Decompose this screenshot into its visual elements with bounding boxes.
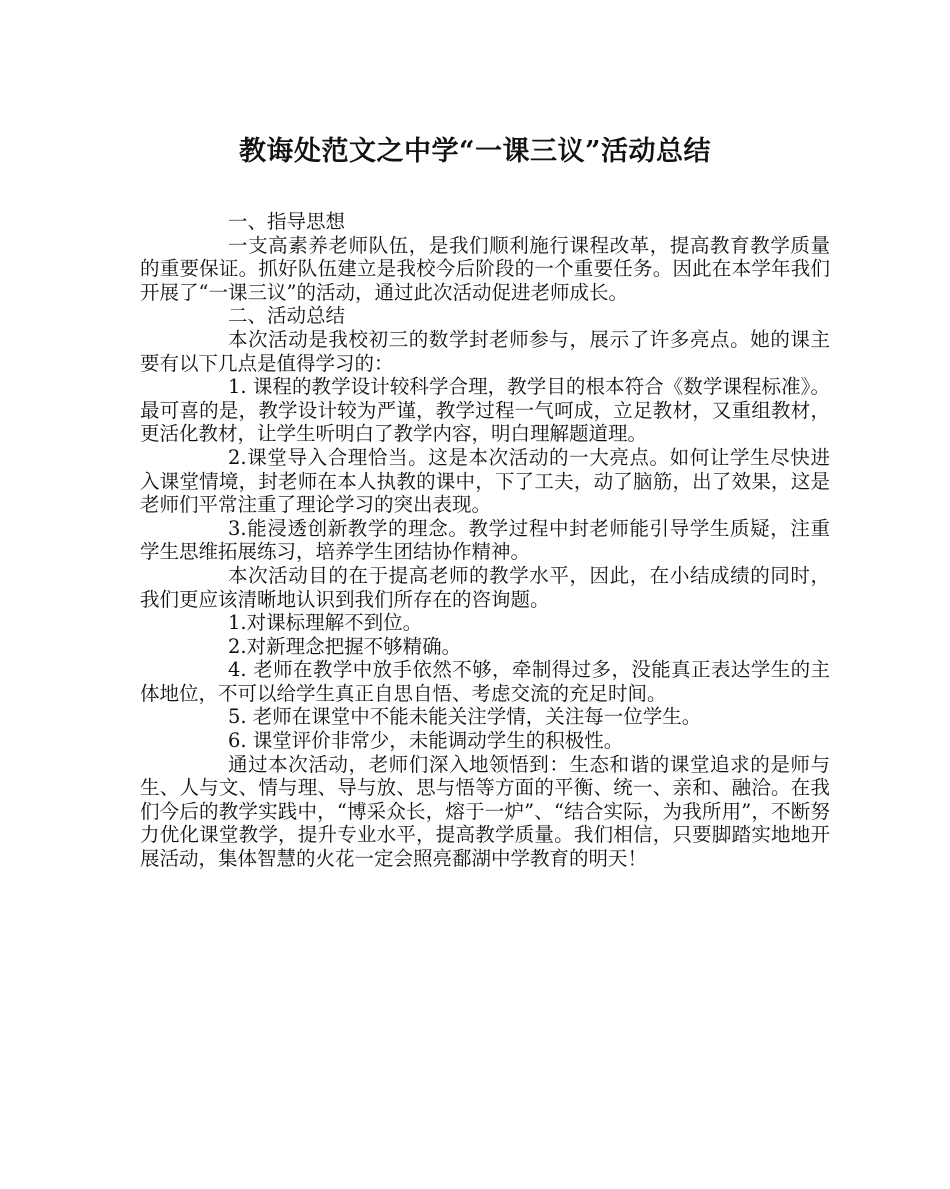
list-item: 3.能浸透创新教学的理念。教学过程中封老师能引导学生质疑，注重学生思维拓展练习，培养学生团结协作精神。	[140, 516, 830, 564]
document-body	[140, 210, 830, 871]
document-title: 教诲处范文之中学“一课三议”活动总结	[238, 136, 712, 167]
list-item: 1. 课程的教学设计较科学合理，教学目的根本符合《数学课程标准》。最可喜的是，教学设计较为严谨，教学过程一气呵成，立足教材，又重组教材，更活化教材，让学生听明白了教学内容，明白理解题道理。	[140, 375, 830, 446]
paragraph: 本次活动目的在于提高老师的教学水平，因此，在小结成绩的同时，我们更应该清晰地认识到我们所存在的咨询题。	[140, 563, 830, 611]
paragraph: 一支高素养老师队伍，是我们顺利施行课程改革，提高教育教学质量的重要保证。抓好队伍建立是我校今后阶段的一个重要任务。因此在本学年我们开展了“一课三议”的活动，通过此次活动促进老师成长。	[140, 233, 830, 304]
list-item: 4. 老师在教学中放手依然不够，牵制得过多，没能真正表达学生的主体地位，不可以给学生真正自思自悟、考虑交流的充足时间。	[140, 658, 830, 705]
section-heading-guiding-thought: 一、指导思想	[228, 210, 346, 233]
paragraph: 本次活动是我校初三的数学封老师参与，展示了许多亮点。她的课主要有以下几点是值得学习的：	[140, 327, 830, 375]
list-item: 6. 课堂评价非常少，未能调动学生的积极性。	[228, 729, 624, 753]
paragraph: 通过本次活动，老师们深入地领悟到：生态和谐的课堂追求的是师与生、人与文、情与理、导与放、思与悟等方面的平衡、统一、亲和、融洽。在我们今后的教学实践中，“博采众长，熔于一炉”、“结合实际，为我所用”，不断努力优化课堂教学，提升专业水平，提高教学质量。我们相信，只要脚踏实地地开展活动，集体智慧的火花一定会照亮鄱湖中学教育的明天！	[140, 752, 830, 871]
list-item: 2.课堂导入合理恰当。这是本次活动的一大亮点。如何让学生尽快进入课堂情境，封老师在本人执教的课中，下了工夫，动了脑筋，出了效果，这是老师们平常注重了理论学习的突出表现。	[140, 445, 830, 517]
list-item: 5. 老师在课堂中不能未能关注学情，关注每一位学生。	[228, 705, 702, 729]
list-item: 2.对新理念把握不够精确。	[228, 634, 462, 658]
section-heading-activity-summary: 二、活动总结	[228, 304, 346, 328]
list-item: 1.对课标理解不到位。	[228, 611, 423, 635]
